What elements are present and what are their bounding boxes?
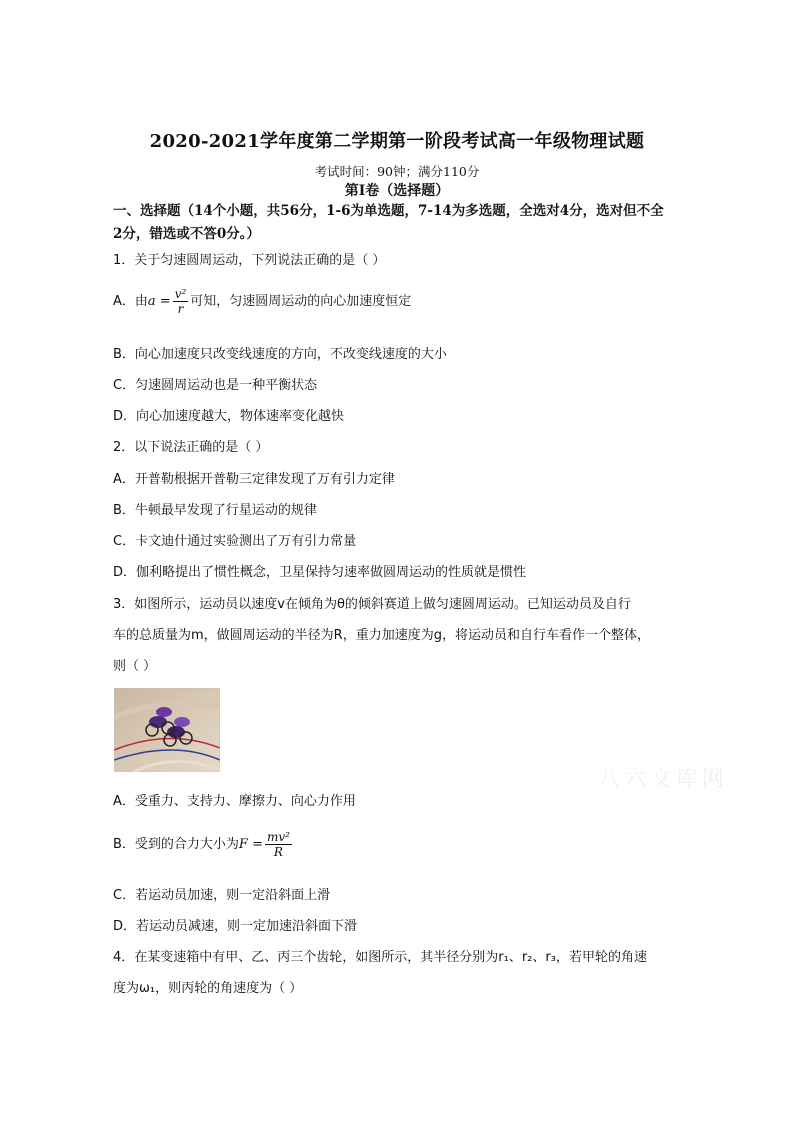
cycling-photo-svg	[114, 688, 220, 772]
exam-subtitle: 考试时间：90钟；满分110分	[314, 164, 480, 179]
q3-formula-denominator: R	[273, 845, 283, 859]
q4-stem-line1: 4．在某变速箱中有甲、乙、丙三个齿轮，如图所示，其半径分别为r₁、r₂、r₃，若甲轮的角速	[113, 950, 647, 965]
q3-option-b	[113, 830, 294, 859]
q3-option-a: A．受重力、支持力、摩擦力、向心力作用	[113, 794, 356, 809]
q3-stem-line1: 3．如图所示，运动员以速度v在倾角为θ的倾斜赛道上做匀速圆周运动。已知运动员及自行	[113, 597, 631, 612]
q1-formula-fraction	[173, 287, 189, 316]
q1-option-c: C．匀速圆周运动也是一种平衡状态	[113, 378, 318, 393]
q1-formula-denominator: r	[177, 302, 184, 316]
q2-option-d: D．伽利略提出了惯性概念，卫星保持匀速率做圆周运动的性质就是惯性	[113, 565, 527, 580]
q3-stem-line3: 则（ ）	[113, 659, 157, 674]
q2-option-c: C．卡文迪什通过实验测出了万有引力常量	[113, 534, 357, 549]
q1-stem: 1．关于匀速圆周运动，下列说法正确的是（ ）	[113, 253, 386, 268]
exam-title: 2020-2021学年度第二学期第一阶段考试高一年级物理试题	[149, 131, 645, 152]
section-heading-line2: 2分，错选或不答0分。）	[113, 226, 261, 242]
q1-option-b: B．向心加速度只改变线速度的方向，不改变线速度的大小	[113, 347, 447, 362]
cycling-track-photo	[114, 688, 220, 772]
q1-option-a-suffix: 可知，匀速圆周运动的向心加速度恒定	[190, 294, 412, 309]
section-heading-line1: 一、选择题（14个小题，共56分，1-6为单选题，7-14为多选题，全选对4分，选对但不全	[113, 203, 664, 219]
q1-option-d: D．向心加速度越大，物体速率变化越快	[113, 409, 345, 424]
q2-option-a: A．开普勒根据开普勒三定律发现了万有引力定律	[113, 472, 395, 487]
watermark: 八六文库网	[598, 767, 729, 792]
q1-formula-numerator: v²	[174, 287, 187, 301]
q1-option-a	[113, 287, 411, 316]
q3-option-d: D．若运动员减速，则一定加速沿斜面下滑	[113, 919, 358, 934]
q3-formula-numerator: mv²	[266, 830, 290, 844]
q3-stem-line2: 车的总质量为m，做圆周运动的半径为R，重力加速度为g，将运动员和自行车看作一个整体，	[113, 628, 650, 643]
q3-option-c: C．若运动员加速，则一定沿斜面上滑	[113, 888, 331, 903]
q1-formula-lhs: a =	[147, 294, 171, 309]
q3-formula-fraction	[265, 830, 292, 859]
q2-stem: 2．以下说法正确的是（ ）	[113, 440, 269, 455]
q2-option-b: B．牛顿最早发现了行星运动的规律	[113, 503, 317, 518]
q3-formula-lhs: F =	[238, 837, 263, 852]
q1-option-a-prefix: A．由	[113, 294, 148, 309]
q3-option-b-prefix: B．受到的合力大小为	[113, 837, 239, 852]
q4-stem-line2: 度为ω₁，则丙轮的角速度为（ ）	[113, 981, 303, 996]
volume-heading: 第I卷（选择题）	[344, 183, 450, 199]
